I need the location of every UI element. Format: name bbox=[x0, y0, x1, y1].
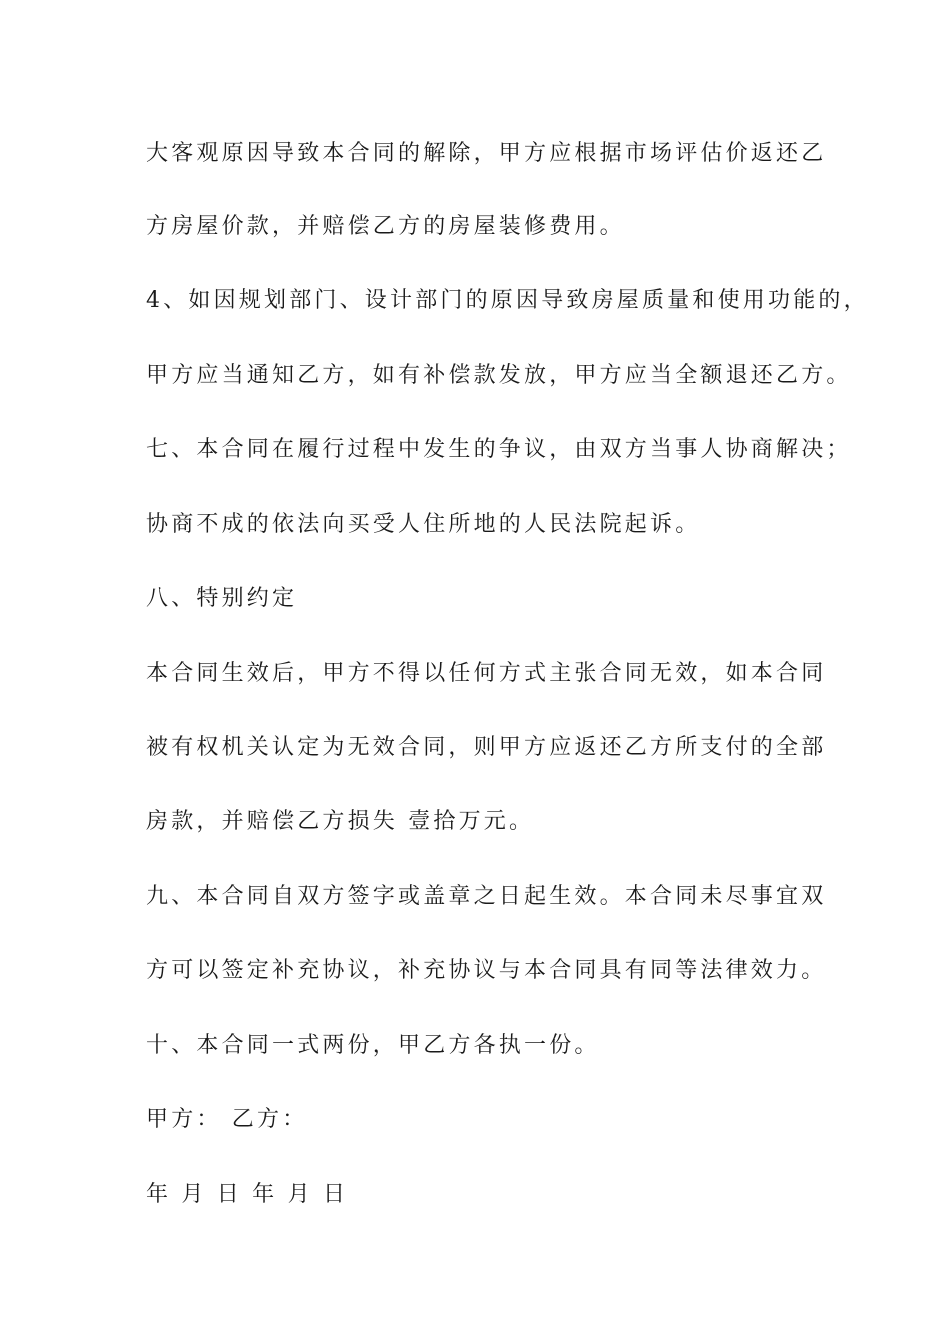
text-line: 甲方应当通知乙方，如有补偿款发放，甲方应当全额退还乙方。 bbox=[146, 363, 852, 388]
section-heading: 八、特别约定 bbox=[146, 586, 298, 611]
text-line: 九、本合同自双方签字或盖章之日起生效。本合同未尽事宜双 bbox=[146, 884, 827, 909]
text-line: 方可以签定补充协议，补充协议与本合同具有同等法律效力。 bbox=[146, 958, 827, 983]
text-line: 本合同生效后，甲方不得以任何方式主张合同无效，如本合同 bbox=[146, 661, 827, 686]
signature-dates: 年 月 日 年 月 日 bbox=[146, 1182, 349, 1207]
text-line: 4、如因规划部门、设计部门的原因导致房屋质量和使用功能的， bbox=[146, 288, 869, 313]
text-line: 被有权机关认定为无效合同，则甲方应返还乙方所支付的全部 bbox=[146, 735, 827, 760]
text-line: 房款，并赔偿乙方损失 壹拾万元。 bbox=[146, 809, 535, 834]
text-line: 协商不成的依法向买受人住所地的人民法院起诉。 bbox=[146, 512, 701, 537]
text-line: 大客观原因导致本合同的解除，甲方应根据市场评估价返还乙 bbox=[146, 141, 827, 166]
text-line: 七、本合同在履行过程中发生的争议，由双方当事人协商解决； bbox=[146, 437, 852, 462]
signature-parties: 甲方： 乙方： bbox=[146, 1107, 308, 1132]
text-line: 方房屋价款，并赔偿乙方的房屋装修费用。 bbox=[146, 214, 625, 239]
text-line: 十、本合同一式两份，甲乙方各执一份。 bbox=[146, 1033, 600, 1058]
